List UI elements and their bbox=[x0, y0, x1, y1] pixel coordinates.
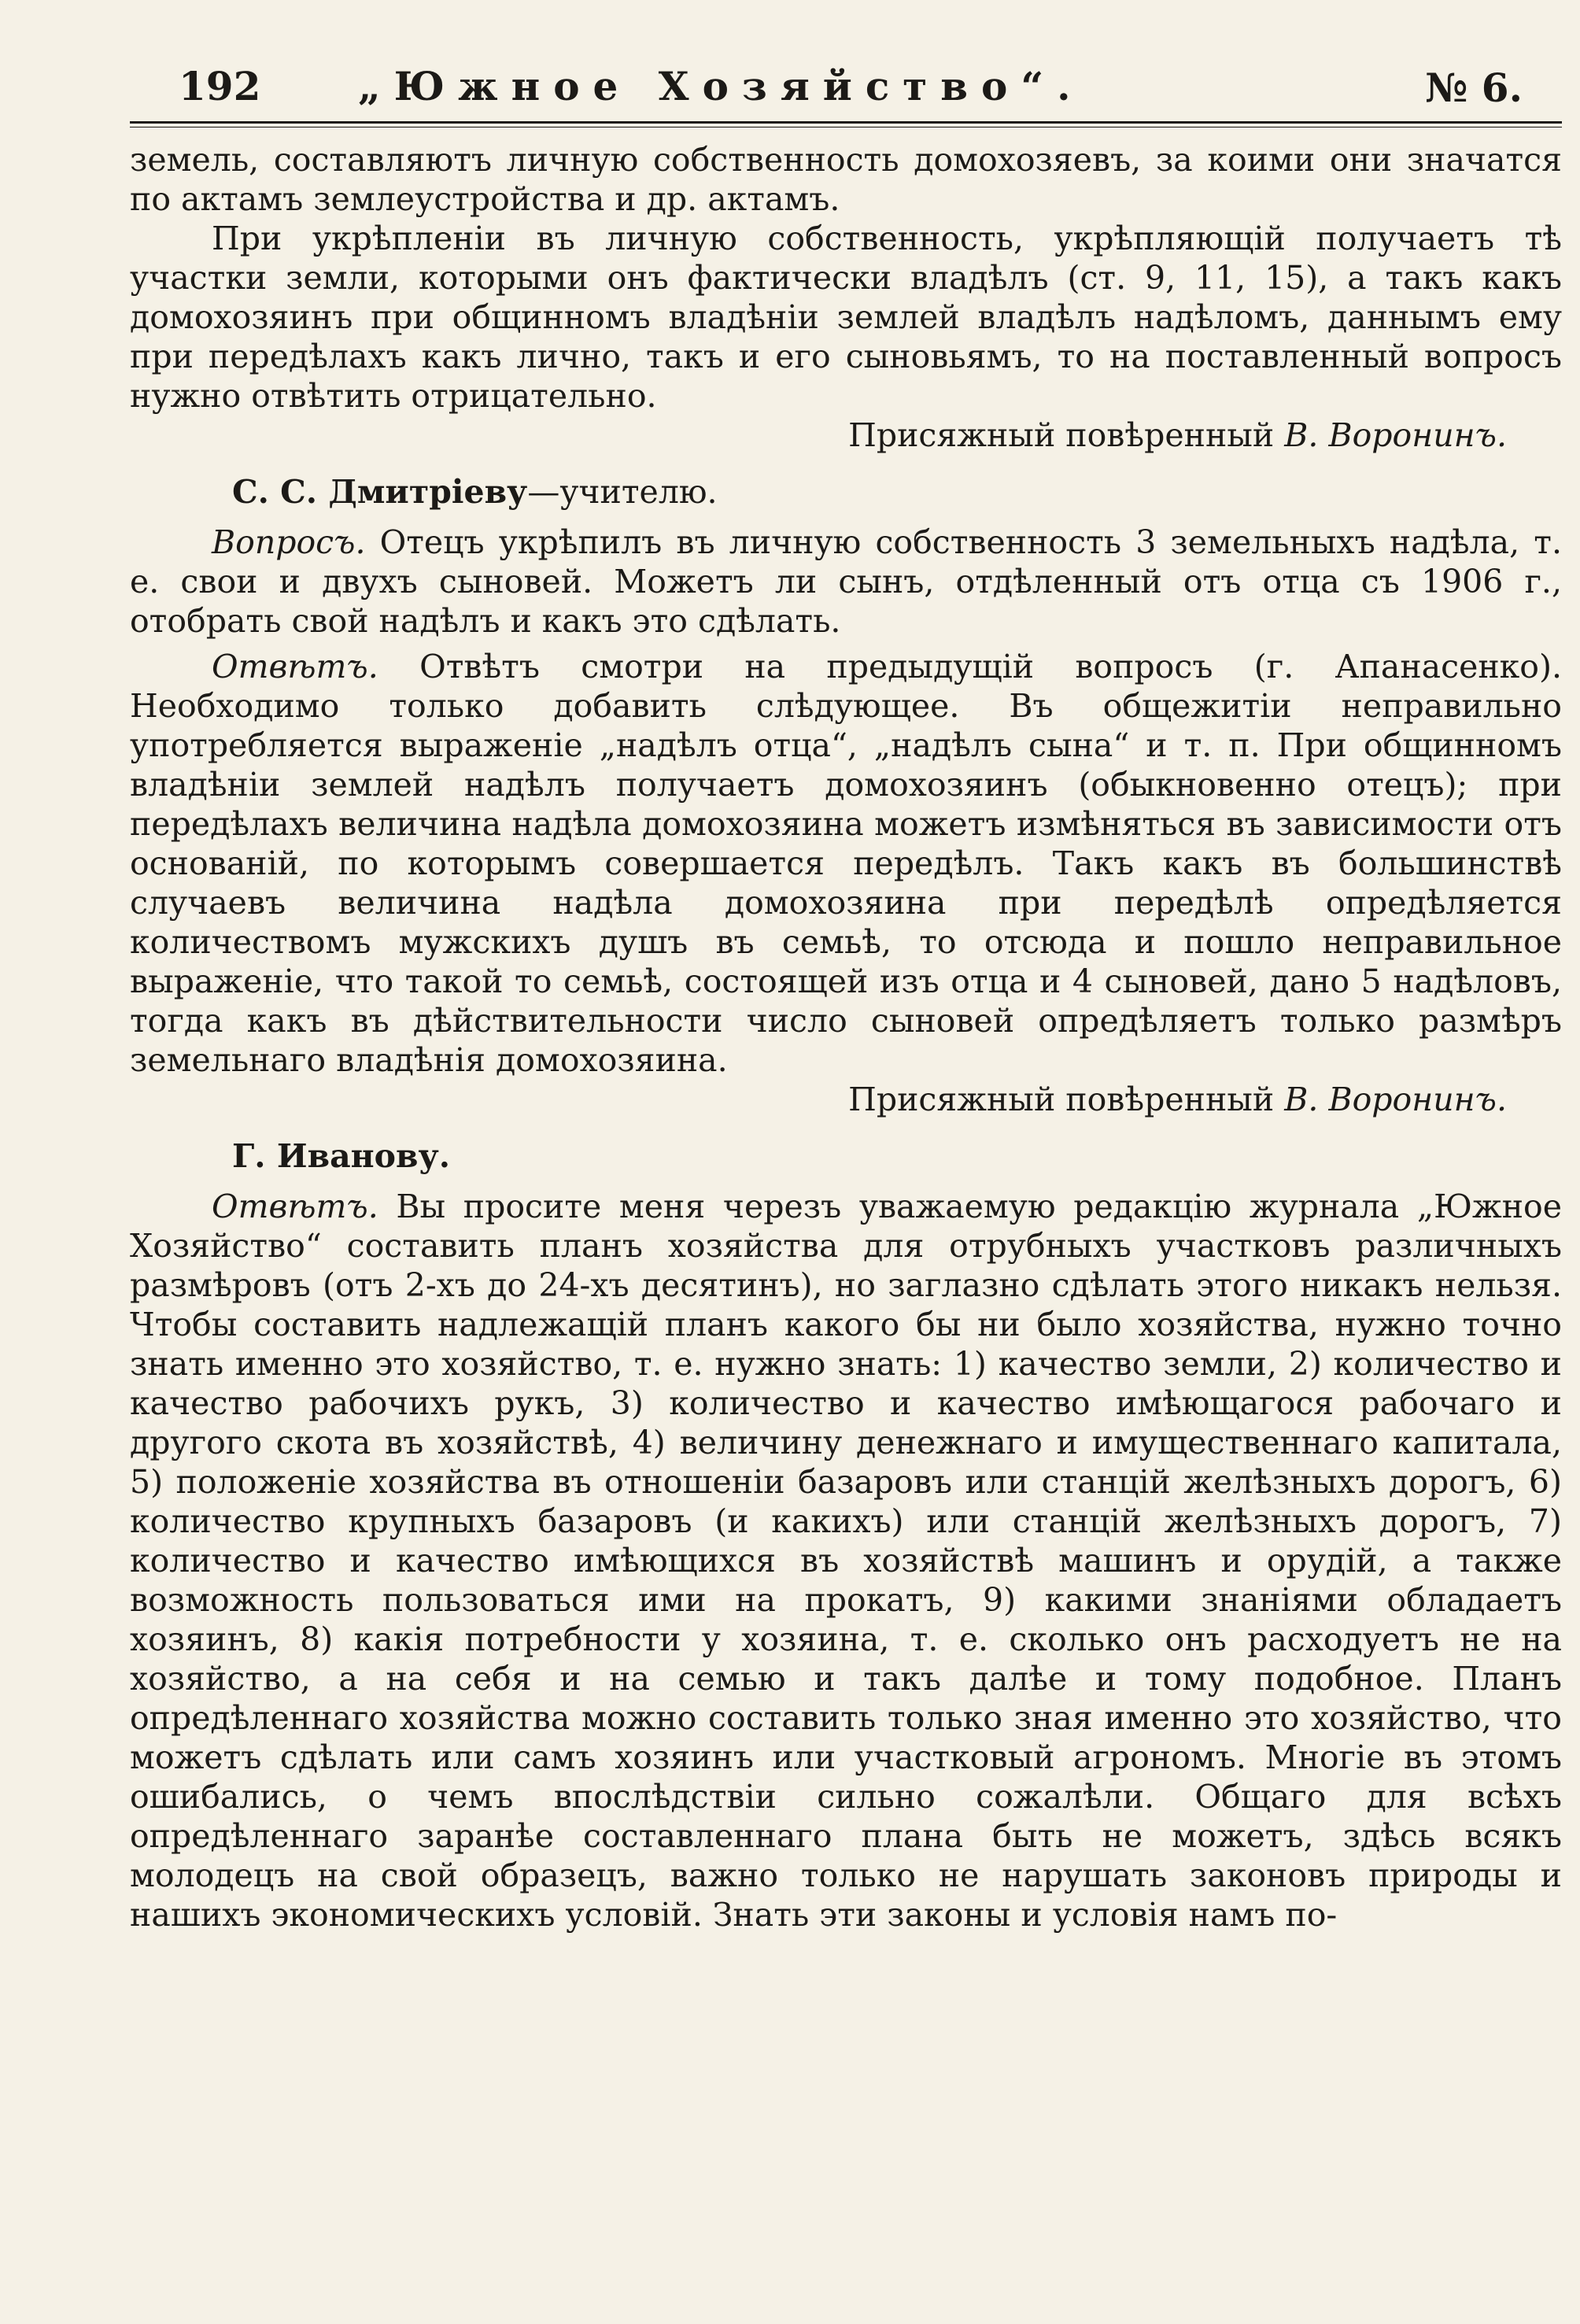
answer-lead: Отвѣтъ. bbox=[212, 1188, 378, 1225]
article-body bbox=[130, 140, 1562, 1934]
journal-title: „Южное Хозяйство“. bbox=[358, 63, 1084, 109]
answer-paragraph bbox=[130, 647, 1562, 1080]
signature-title: Присяжный повѣренный bbox=[848, 416, 1285, 454]
question-text: Отецъ укрѣпилъ въ личную собственность 3 земельныхъ надѣла, т. е. свои и двухъ сыновей. Можетъ ли сынъ, отдѣленный отъ отца съ 1906 г., отобрать свой надѣлъ и какъ это сдѣлать. bbox=[130, 523, 1562, 640]
paragraph: При укрѣпленіи въ личную собственность, укрѣпляющій получаетъ тѣ участки земли, которыми онъ фактически владѣлъ (ст. 9, 11, 15), а такъ какъ домохозяинъ при общинномъ владѣніи землей владѣлъ надѣломъ, даннымъ ему при передѣлахъ какъ лично, такъ и его сыновьямъ, то на поставленный вопросъ нужно отвѣтить отрицательно. bbox=[130, 220, 1562, 415]
answer-text: Вы просите меня черезъ уважаемую редакцію журнала „Южное Хозяйство“ составить планъ хозяйства для отрубныхъ участковъ различныхъ размѣровъ (отъ 2-хъ до 24-хъ десятинъ), но заглазно сдѣлать этого никакъ нельзя. Чтобы составить надлежащій планъ какого бы ни было хозяйства, нужно точно знать именно это хозяйство, т. е. нужно знать: 1) качество земли, 2) количество и качество рабочихъ рукъ, 3) количество и качество имѣющагося рабочаго и другого скота въ хозяйствѣ, 4) величину денежнаго и имущественнаго капитала, 5) положеніе хозяйства въ отношеніи базаровъ или станцій желѣзныхъ дорогъ, 6) количество крупныхъ базаровъ (и какихъ) или станцій желѣзныхъ дорогъ, 7) количество и качество имѣющихся въ хозяйствѣ машинъ и орудій, а также возможность пользоваться ими на прокатъ, 9) какими знаніями обладаетъ хозяинъ, 8) какія потребности у хозяина, т. е. сколько онъ расходуетъ не на хозяйство, а на себя и на семью и такъ далѣе и тому подобное. Планъ опредѣленнаго хозяйства можно составить только зная именно это хозяйство, что можетъ сдѣлать или самъ хозяинъ или участковый агрономъ. Многіе въ этомъ ошибались, о чемъ впослѣдствіи сильно сожалѣли. Общаго для всѣхъ опредѣленнаго заранѣе составленнаго плана быть не можетъ, здѣсь всякъ молодецъ на свой образецъ, важно только не нарушать законовъ природы и нашихъ экономическихъ условій. Знать эти законы и условія намъ по- bbox=[130, 1188, 1562, 1934]
answer-paragraph bbox=[130, 1187, 1562, 1934]
signature bbox=[130, 1080, 1562, 1119]
signature-name: В. Воронинъ. bbox=[1284, 1081, 1507, 1118]
signature-name: В. Воронинъ. bbox=[1284, 416, 1507, 454]
paragraph: земель, составляютъ личную собственность домохозяевъ, за коими они значатся по актамъ землеустройства и др. актамъ. bbox=[130, 141, 1562, 218]
page bbox=[130, 55, 1562, 1934]
header-rule bbox=[130, 121, 1562, 124]
addressee-heading bbox=[130, 472, 1562, 512]
answer-lead: Отвѣтъ. bbox=[212, 648, 378, 685]
running-header bbox=[130, 55, 1562, 118]
question-lead: Вопросъ. bbox=[212, 523, 366, 561]
addressee-name: Г. Иванову. bbox=[232, 1137, 451, 1175]
addressee-heading bbox=[130, 1136, 1562, 1176]
signature bbox=[130, 416, 1562, 455]
addressee-name: С. С. Дмитріеву bbox=[232, 473, 528, 511]
answer-text: Отвѣтъ смотри на предыдущій вопросъ (г. Апанасенко). Необходимо только добавить слѣдующее. Въ общежитіи неправильно употребляется выраженіе „надѣлъ отца“, „надѣлъ сына“ и т. п. При общинномъ владѣніи землей надѣлъ получаетъ домохозяинъ (обыкновенно отецъ); при передѣлахъ величина надѣла домохозяина можетъ измѣняться въ зависимости отъ основаній, по которымъ совершается передѣлъ. Такъ какъ въ большинствѣ случаевъ величина надѣла домохозяина при передѣлѣ опредѣляется количествомъ мужскихъ душъ въ семьѣ, то отсюда и пошло неправильное выраженіе, что такой то семьѣ, состоящей изъ отца и 4 сыновей, дано 5 надѣловъ, тогда какъ въ дѣйствительности число сыновей опредѣляетъ только размѣръ земельнаго владѣнія домохозяина. bbox=[130, 648, 1562, 1079]
addressee-role: —учителю. bbox=[527, 473, 718, 511]
signature-title: Присяжный повѣренный bbox=[848, 1081, 1285, 1118]
question-paragraph bbox=[130, 523, 1562, 641]
issue-number: № 6. bbox=[1425, 65, 1523, 111]
page-number: 192 bbox=[179, 63, 261, 109]
